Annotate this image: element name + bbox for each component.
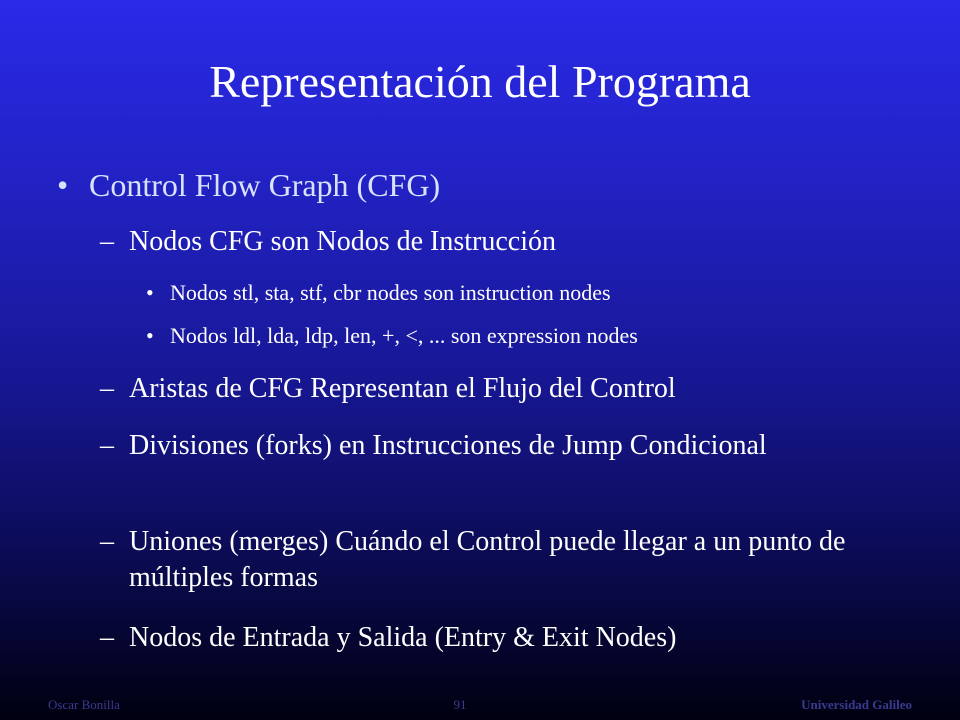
sub-item-divisiones	[100, 428, 819, 464]
footer-institution: Universidad Galileo	[801, 697, 912, 712]
sub-item-text: Nodos de Entrada y Salida (Entry & Exit Nodes)	[129, 622, 677, 653]
footer-author: Oscar Bonilla	[48, 697, 120, 712]
sub-item-nodos-instruccion	[100, 224, 909, 260]
bullet-text: Control Flow Graph (CFG)	[89, 167, 441, 203]
sub-item-uniones	[100, 524, 919, 596]
sub-sub-item-instruction-nodes	[146, 278, 611, 308]
sub-item-aristas	[100, 371, 909, 407]
dash-glyph: –	[100, 430, 114, 461]
bullet-glyph: •	[146, 280, 154, 305]
footer-page-number: 91	[453, 697, 467, 712]
slide-title: Representación del Programa	[209, 56, 751, 107]
sub-sub-item-text: Nodos stl, sta, stf, cbr nodes son instruction nodes	[170, 280, 611, 305]
sub-item-text: Uniones (merges) Cuándo el Control puede llegar a un punto de múltiples formas	[129, 526, 846, 593]
sub-sub-item-expression-nodes	[146, 321, 638, 351]
bullet-glyph: •	[57, 167, 69, 203]
dash-glyph: –	[100, 622, 114, 653]
dash-glyph: –	[100, 226, 114, 257]
bullet-item-cfg	[57, 165, 440, 205]
sub-sub-item-text: Nodos ldl, lda, ldp, len, +, <, ... son expression nodes	[170, 323, 638, 348]
dash-glyph: –	[100, 373, 114, 404]
sub-item-text: Aristas de CFG Representan el Flujo del Control	[129, 373, 676, 404]
sub-item-entrada-salida	[100, 620, 909, 656]
bullet-glyph: •	[146, 323, 154, 348]
sub-item-text: Nodos CFG son Nodos de Instrucción	[129, 226, 556, 257]
dash-glyph: –	[100, 526, 114, 557]
sub-item-text: Divisiones (forks) en Instrucciones de Jump Condicional	[129, 430, 767, 461]
